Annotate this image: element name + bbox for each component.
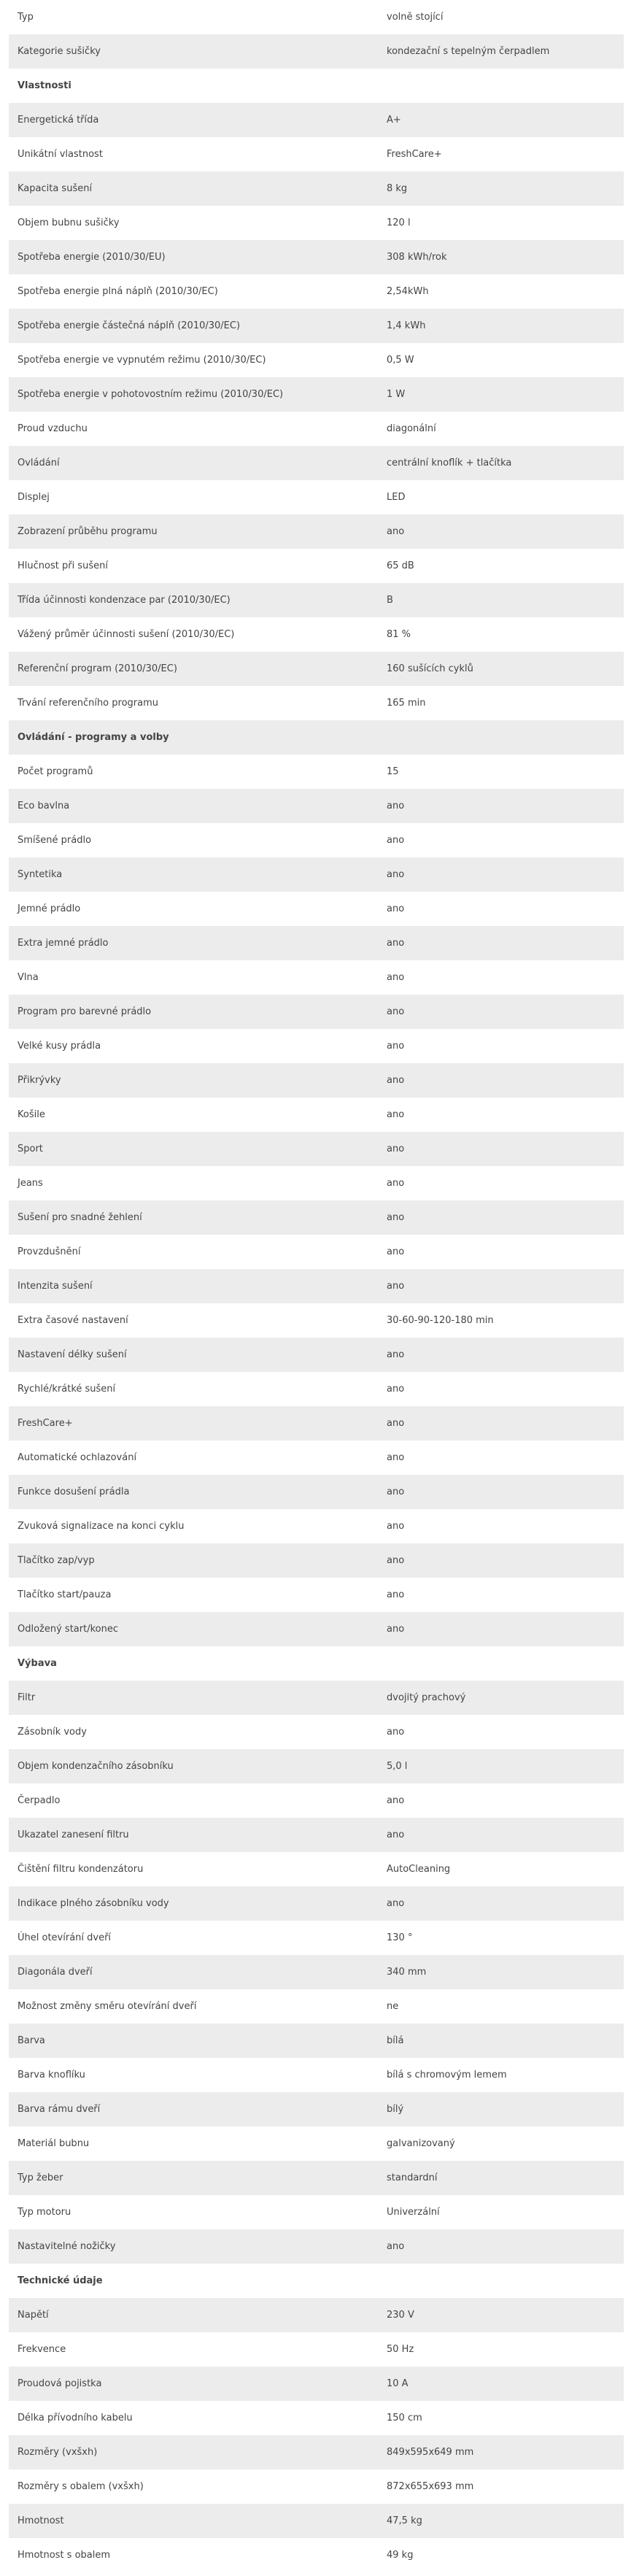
spec-value: FreshCare+ xyxy=(387,149,442,160)
spec-row xyxy=(9,823,624,857)
spec-value: ano xyxy=(387,2241,405,2252)
spec-value: A+ xyxy=(387,115,401,126)
spec-label: Objem kondenzačního zásobníku xyxy=(18,1761,174,1772)
spec-label: Trvání referenčního programu xyxy=(18,698,159,709)
spec-value: AutoCleaning xyxy=(387,1864,451,1875)
spec-value: dvojitý prachový xyxy=(387,1692,466,1703)
spec-value: 872x655x693 mm xyxy=(387,2481,474,2492)
spec-row xyxy=(9,1543,624,1578)
spec-label: Velké kusy prádla xyxy=(18,1041,101,1052)
spec-row xyxy=(9,1166,624,1200)
spec-label: Tlačítko zap/vyp xyxy=(18,1555,95,1566)
spec-value: ano xyxy=(387,1555,405,1566)
spec-value: 50 Hz xyxy=(387,2344,414,2355)
spec-value: volně stojící xyxy=(387,12,444,23)
spec-row xyxy=(9,103,624,137)
spec-table xyxy=(9,0,624,2572)
spec-value: 340 mm xyxy=(387,1967,427,1978)
spec-row xyxy=(9,309,624,343)
spec-row xyxy=(9,2195,624,2229)
spec-row xyxy=(9,1441,624,1475)
spec-row xyxy=(9,1612,624,1646)
spec-value: 65 dB xyxy=(387,560,414,571)
spec-label: Proudová pojistka xyxy=(18,2378,102,2389)
spec-value: kondezační s tepelným čerpadlem xyxy=(387,46,550,57)
spec-row xyxy=(9,1029,624,1063)
spec-label: Napětí xyxy=(18,2310,49,2321)
spec-label: Extra časové nastavení xyxy=(18,1315,128,1326)
spec-label: Provzdušnění xyxy=(18,1246,81,1257)
spec-value: ano xyxy=(387,835,405,846)
spec-label: Program pro barevné prádlo xyxy=(18,1006,152,1017)
spec-value: ano xyxy=(387,1075,405,1086)
spec-row xyxy=(9,240,624,274)
spec-value: ano xyxy=(387,1349,405,1360)
spec-row xyxy=(9,1372,624,1406)
spec-value: 150 cm xyxy=(387,2413,422,2423)
spec-label: Vlna xyxy=(18,972,39,983)
spec-value: centrální knoflík + tlačítka xyxy=(387,458,512,468)
spec-label: Hlučnost při sušení xyxy=(18,560,108,571)
spec-value: 308 kWh/rok xyxy=(387,252,447,263)
spec-value: LED xyxy=(387,492,406,503)
spec-row xyxy=(9,171,624,206)
spec-value: ano xyxy=(387,869,405,880)
spec-label: Hmotnost xyxy=(18,2515,64,2526)
spec-label: Čerpadlo xyxy=(18,1795,61,1806)
spec-label: Ovládání xyxy=(18,458,60,468)
spec-row xyxy=(9,1235,624,1269)
spec-value: bílá xyxy=(387,2035,404,2046)
spec-label: Délka přívodního kabelu xyxy=(18,2413,133,2423)
spec-label: Extra jemné prádlo xyxy=(18,938,109,949)
spec-row xyxy=(9,1269,624,1303)
spec-row xyxy=(9,1989,624,2024)
spec-label: Barva xyxy=(18,2035,45,2046)
spec-value: 165 min xyxy=(387,698,426,709)
spec-row xyxy=(9,137,624,171)
spec-value: 849x595x649 mm xyxy=(387,2447,474,2458)
spec-row xyxy=(9,2538,624,2572)
spec-value: bílá s chromovým lemem xyxy=(387,2070,507,2081)
spec-value: ano xyxy=(387,1109,405,1120)
spec-value: bílý xyxy=(387,2104,404,2115)
spec-row xyxy=(9,1200,624,1235)
spec-label: Nastavitelné nožičky xyxy=(18,2241,116,2252)
spec-row xyxy=(9,274,624,309)
spec-label: Smíšené prádlo xyxy=(18,835,92,846)
spec-label: Spotřeba energie ve vypnutém režimu (2010/30/EC) xyxy=(18,355,266,366)
spec-value: B xyxy=(387,595,393,606)
spec-row xyxy=(9,1715,624,1749)
spec-row xyxy=(9,1098,624,1132)
spec-row xyxy=(9,343,624,377)
spec-value: 230 V xyxy=(387,2310,414,2321)
spec-label: Diagonála dveří xyxy=(18,1967,93,1978)
spec-label: Typ motoru xyxy=(18,2207,71,2218)
spec-value: 1,4 kWh xyxy=(387,320,426,331)
spec-row xyxy=(9,2435,624,2469)
spec-value: Univerzální xyxy=(387,2207,440,2218)
spec-label: Spotřeba energie částečná náplň (2010/30/EC) xyxy=(18,320,241,331)
spec-label: Kapacita sušení xyxy=(18,183,93,194)
section-heading xyxy=(9,1646,624,1681)
spec-value: ano xyxy=(387,801,405,811)
spec-label: Rychlé/krátké sušení xyxy=(18,1384,116,1395)
spec-label: Spotřeba energie v pohotovostním režimu (2010/30/EC) xyxy=(18,389,284,400)
spec-row xyxy=(9,1509,624,1543)
spec-row xyxy=(9,857,624,892)
spec-value: ano xyxy=(387,1384,405,1395)
spec-row xyxy=(9,1681,624,1715)
spec-value: 2,54kWh xyxy=(387,286,429,297)
spec-label: Nastavení délky sušení xyxy=(18,1349,127,1360)
section-heading xyxy=(9,69,624,103)
spec-row xyxy=(9,2058,624,2092)
spec-value: ano xyxy=(387,1281,405,1292)
spec-value: ano xyxy=(387,938,405,949)
spec-label: Automatické ochlazování xyxy=(18,1452,137,1463)
spec-row xyxy=(9,686,624,720)
spec-label: Displej xyxy=(18,492,50,503)
spec-value: ano xyxy=(387,1486,405,1497)
spec-row xyxy=(9,1749,624,1783)
spec-value: ano xyxy=(387,1452,405,1463)
spec-label: Možnost změny směru otevírání dveří xyxy=(18,2001,197,2012)
spec-label: Ukazatel zanesení filtru xyxy=(18,1829,129,1840)
spec-label: Sport xyxy=(18,1144,43,1154)
spec-row xyxy=(9,2469,624,2504)
spec-row xyxy=(9,2126,624,2161)
spec-row xyxy=(9,1852,624,1886)
spec-label: Rozměry (vxšxh) xyxy=(18,2447,98,2458)
spec-label: Unikátní vlastnost xyxy=(18,149,103,160)
spec-row xyxy=(9,0,624,34)
spec-row xyxy=(9,1886,624,1921)
spec-value: ano xyxy=(387,1829,405,1840)
spec-row xyxy=(9,2367,624,2401)
section-heading-label: Technické údaje xyxy=(18,2275,103,2286)
spec-label: Filtr xyxy=(18,1692,36,1703)
spec-value: 49 kg xyxy=(387,2550,414,2561)
spec-label: Syntetika xyxy=(18,869,63,880)
spec-value: ano xyxy=(387,1727,405,1738)
spec-row xyxy=(9,1783,624,1818)
spec-row xyxy=(9,789,624,823)
spec-row xyxy=(9,1578,624,1612)
spec-label: Odložený start/konec xyxy=(18,1624,118,1635)
spec-label: Kategorie sušičky xyxy=(18,46,101,57)
spec-label: Materiál bubnu xyxy=(18,2138,90,2149)
spec-value: 120 l xyxy=(387,217,411,228)
spec-label: Vážený průměr účinnosti sušení (2010/30/EC) xyxy=(18,629,235,640)
spec-value: 47,5 kg xyxy=(387,2515,422,2526)
spec-label: Barva rámu dveří xyxy=(18,2104,101,2115)
spec-row xyxy=(9,960,624,995)
spec-row xyxy=(9,1063,624,1098)
spec-row xyxy=(9,2401,624,2435)
spec-label: Rozměry s obalem (vxšxh) xyxy=(18,2481,144,2492)
spec-row xyxy=(9,2024,624,2058)
spec-label: Úhel otevírání dveří xyxy=(18,1932,112,1943)
spec-label: Zásobník vody xyxy=(18,1727,87,1738)
spec-row xyxy=(9,2161,624,2195)
section-heading-label: Výbava xyxy=(18,1658,57,1669)
spec-label: Zvuková signalizace na konci cyklu xyxy=(18,1521,185,1532)
spec-label: Proud vzduchu xyxy=(18,423,88,434)
spec-row xyxy=(9,2332,624,2367)
spec-value: galvanizovaný xyxy=(387,2138,455,2149)
spec-value: ano xyxy=(387,1178,405,1189)
spec-label: Spotřeba energie (2010/30/EU) xyxy=(18,252,166,263)
spec-value: ano xyxy=(387,526,405,537)
spec-row xyxy=(9,1406,624,1441)
spec-row xyxy=(9,514,624,549)
section-heading xyxy=(9,2264,624,2298)
spec-value: 8 kg xyxy=(387,183,408,194)
spec-row xyxy=(9,1818,624,1852)
spec-value: ano xyxy=(387,1898,405,1909)
spec-row xyxy=(9,480,624,514)
spec-label: Přikrývky xyxy=(18,1075,61,1086)
spec-value: 15 xyxy=(387,766,399,777)
spec-label: Jemné prádlo xyxy=(18,903,81,914)
spec-value: standardní xyxy=(387,2172,438,2183)
spec-value: 81 % xyxy=(387,629,411,640)
spec-value: ano xyxy=(387,1521,405,1532)
spec-label: Košile xyxy=(18,1109,45,1120)
section-heading xyxy=(9,720,624,755)
spec-row xyxy=(9,206,624,240)
spec-row xyxy=(9,446,624,480)
spec-value: 30-60-90-120-180 min xyxy=(387,1315,494,1326)
spec-row xyxy=(9,412,624,446)
spec-label: Typ xyxy=(18,12,34,23)
spec-value: 10 A xyxy=(387,2378,409,2389)
spec-value: ano xyxy=(387,1006,405,1017)
spec-value: ano xyxy=(387,1589,405,1600)
spec-row xyxy=(9,2092,624,2126)
spec-value: 160 sušících cyklů xyxy=(387,663,473,674)
spec-value: ano xyxy=(387,972,405,983)
spec-label: FreshCare+ xyxy=(18,1418,73,1429)
spec-label: Barva knoflíku xyxy=(18,2070,85,2081)
spec-value: ano xyxy=(387,1041,405,1052)
spec-row xyxy=(9,926,624,960)
spec-row xyxy=(9,2298,624,2332)
spec-label: Typ žeber xyxy=(18,2172,63,2183)
spec-row xyxy=(9,892,624,926)
spec-row xyxy=(9,549,624,583)
spec-label: Zobrazení průběhu programu xyxy=(18,526,158,537)
spec-label: Intenzita sušení xyxy=(18,1281,93,1292)
spec-label: Funkce dosušení prádla xyxy=(18,1486,130,1497)
spec-row xyxy=(9,1132,624,1166)
spec-row xyxy=(9,995,624,1029)
spec-value: ano xyxy=(387,1212,405,1223)
spec-value: 0,5 W xyxy=(387,355,414,366)
spec-row xyxy=(9,1955,624,1989)
spec-label: Frekvence xyxy=(18,2344,66,2355)
spec-label: Objem bubnu sušičky xyxy=(18,217,120,228)
spec-label: Indikace plného zásobníku vody xyxy=(18,1898,169,1909)
spec-label: Třída účinnosti kondenzace par (2010/30/EC) xyxy=(18,595,231,606)
spec-row xyxy=(9,1921,624,1955)
spec-value: diagonální xyxy=(387,423,436,434)
spec-label: Referenční program (2010/30/EC) xyxy=(18,663,177,674)
spec-label: Počet programů xyxy=(18,766,93,777)
spec-value: ano xyxy=(387,903,405,914)
spec-label: Jeans xyxy=(18,1178,43,1189)
spec-row xyxy=(9,652,624,686)
spec-label: Energetická třída xyxy=(18,115,99,126)
spec-row xyxy=(9,34,624,69)
spec-label: Spotřeba energie plná náplň (2010/30/EC) xyxy=(18,286,218,297)
spec-label: Čištění filtru kondenzátoru xyxy=(18,1864,144,1875)
spec-row xyxy=(9,1303,624,1338)
spec-row xyxy=(9,1338,624,1372)
spec-row xyxy=(9,755,624,789)
spec-label: Eco bavlna xyxy=(18,801,70,811)
spec-row xyxy=(9,2504,624,2538)
spec-row xyxy=(9,377,624,412)
spec-value: ano xyxy=(387,1795,405,1806)
spec-value: ne xyxy=(387,2001,399,2012)
spec-label: Hmotnost s obalem xyxy=(18,2550,111,2561)
spec-row xyxy=(9,2229,624,2264)
spec-row xyxy=(9,583,624,617)
section-heading-label: Vlastnosti xyxy=(18,80,71,91)
spec-label: Sušení pro snadné žehlení xyxy=(18,1212,142,1223)
spec-value: 1 W xyxy=(387,389,406,400)
spec-value: ano xyxy=(387,1418,405,1429)
spec-row xyxy=(9,1475,624,1509)
section-heading-label: Ovládání - programy a volby xyxy=(18,732,169,743)
spec-value: ano xyxy=(387,1144,405,1154)
spec-row xyxy=(9,617,624,652)
spec-value: ano xyxy=(387,1624,405,1635)
spec-label: Tlačítko start/pauza xyxy=(18,1589,112,1600)
spec-value: 130 ° xyxy=(387,1932,413,1943)
spec-value: 5,0 l xyxy=(387,1761,408,1772)
spec-value: ano xyxy=(387,1246,405,1257)
